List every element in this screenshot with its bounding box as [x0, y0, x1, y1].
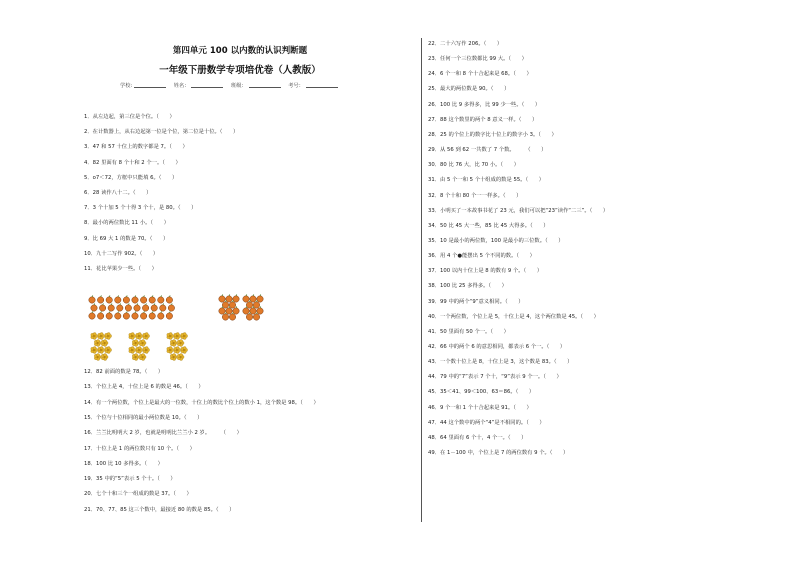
apple-icon: [250, 294, 256, 302]
question-item: 14．有一个两位数，个位上是最大的一位数，十位上的数比个位上的数小 1，这个数是 98。（ ）: [84, 399, 319, 406]
apple-icon: [219, 294, 225, 302]
column-divider: [421, 38, 422, 522]
flower-icon: [132, 353, 139, 360]
question-item: 13．个位上是 4，十位上是 6 的数是 46。（ ）: [84, 384, 204, 391]
flower-icon: [139, 339, 146, 346]
apple-icon: [97, 311, 103, 319]
question-item: 9．比 69 大 1 的数是 70。（ ）: [84, 235, 169, 242]
apple-icon: [243, 294, 249, 302]
question-item: 15．个位与十位相同的最小两位数是 10。（ ）: [84, 414, 203, 421]
question-item: 23．任何一个三位数都比 99 大。（ ）: [428, 56, 527, 63]
flower-icon: [98, 332, 105, 339]
flower-icon: [181, 332, 188, 339]
question-item: 33．小明买了一本故事书花了 23 元，我们可以把“23”读作“二三”。（ ）: [428, 207, 609, 214]
question-item: 2．在计数器上，从右边起第一位是个位，第二位是十位。（ ）: [84, 129, 239, 136]
question-item: 10．九十二写作 902。（ ）: [84, 250, 159, 257]
flower-icon: [139, 353, 146, 360]
question-item: 32．8 个十和 80 个一一样多。（ ）: [428, 192, 522, 199]
question-item: 20．七个十和三个一组成的数是 37。（ ）: [84, 491, 192, 498]
question-item: 1．从左边起，第三位是个位。（ ）: [84, 114, 175, 120]
apple-icon: [158, 295, 164, 303]
question-item: 47．44 这个数中的两个“4”是不相同的。（ ）: [428, 419, 545, 426]
question-item: 41．50 里面有 50 个一。（ ）: [428, 328, 509, 335]
question-item: 37．100 以内十位上是 8 的数有 9 个。（ ）: [428, 268, 543, 275]
apple-icon: [123, 295, 129, 303]
question-item: 44．79 中的“7”表示 7 个十，“9”表示 9 个一。（ ）: [428, 374, 562, 381]
question-item: 26．100 比 9 多得多，比 99 少一些。（ ）: [428, 101, 541, 108]
flower-icon: [170, 339, 177, 346]
apple-icon: [125, 303, 131, 311]
question-item: 31．由 5 个一和 5 个十组成的数是 55。（ ）: [428, 177, 545, 184]
fruit-flower-figure: [88, 294, 268, 366]
flower-icon: [132, 339, 139, 346]
question-item: 48．64 里面有 6 个十，4 个一。（ ）: [428, 434, 527, 441]
flower-icon: [174, 346, 181, 353]
flower-icon: [91, 346, 98, 353]
question-item: 18．100 比 10 多得多。（ ）: [84, 460, 163, 467]
question-item: 12．82 前面的数是 78。（ ）: [84, 369, 164, 375]
question-item: 35．10 是最小的两位数，100 是最小的三位数。（ ）: [428, 237, 564, 244]
apple-icon: [226, 294, 232, 302]
flower-icon: [105, 346, 112, 353]
flower-icon: [177, 353, 184, 360]
apple-icon: [257, 294, 263, 302]
flower-icon: [167, 346, 174, 353]
question-item: 21．70、77、85 这三个数中，最接近 80 的数是 85。（ ）: [84, 506, 235, 513]
flower-icon: [101, 353, 108, 360]
school-blank[interactable]: [134, 82, 166, 88]
apple-icon: [106, 295, 112, 303]
flower-icon: [98, 346, 105, 353]
question-item: 34．50 比 45 大一些，85 比 45 大得多。（ ）: [428, 222, 549, 229]
exam-number-label: 考号：: [288, 83, 304, 89]
name-label: 姓名：: [173, 83, 190, 89]
question-item: 22．二十六写作 206。（ ）: [428, 41, 503, 47]
apple-icon: [89, 295, 95, 303]
apple-icon: [89, 311, 95, 319]
question-item: 43．一个数十位上是 8，十位上是 3，这个数是 83。（ ）: [428, 359, 573, 366]
question-item: 6．28 读作八十二。（ ）: [84, 190, 152, 196]
apple-icon: [149, 311, 155, 319]
question-item: 27．88 这个数里的两个 8 意义一样。（ ）: [428, 116, 538, 123]
apple-icon: [149, 295, 155, 303]
apple-icon: [108, 303, 114, 311]
flower-icon: [136, 332, 143, 339]
question-item: 46．9 个一和 1 个十合起来是 91。（ ）: [428, 404, 532, 411]
flower-icon: [101, 339, 108, 346]
question-item: 3．47 和 57 十位上的数字都是 7。（ ）: [84, 144, 188, 151]
question-item: 36．用 4 个●能摆出 5 个不同的数。（ ）: [428, 253, 535, 260]
question-item: 19．35 中的“5”表示 5 个十。（ ）: [84, 476, 176, 483]
flower-icon: [94, 353, 101, 360]
apple-icon: [140, 295, 146, 303]
flower-icon: [181, 346, 188, 353]
question-item: 29．从 56 到 62 一共数了 7 个数。 （ ）: [428, 147, 547, 154]
apple-icon: [115, 311, 121, 319]
apple-icon: [97, 295, 103, 303]
flower-icon: [170, 353, 177, 360]
question-item: 4．82 里面有 8 个十和 2 个一。（ ）: [84, 159, 181, 166]
apple-icon: [123, 311, 129, 319]
apple-icon: [134, 303, 140, 311]
apple-icon: [168, 303, 174, 311]
flower-icon: [143, 332, 150, 339]
student-info-fields: [120, 82, 340, 89]
flower-icon: [94, 339, 101, 346]
apple-icon: [166, 311, 172, 319]
question-item: 24．6 个一和 8 个十合起来是 68。（ ）: [428, 71, 532, 78]
name-blank[interactable]: [191, 82, 223, 88]
question-item: 8．最小的两位数比 11 小。（ ）: [84, 220, 169, 227]
apple-icon: [115, 295, 121, 303]
flower-icon: [174, 332, 181, 339]
apple-icon: [233, 294, 239, 302]
question-item: 38．100 比 25 多得多。（ ）: [428, 283, 507, 290]
question-item: 28．25 的个位上的数字比十位上的数字小 3。（ ）: [428, 131, 557, 138]
apple-icon: [106, 311, 112, 319]
flower-icon: [129, 332, 136, 339]
question-item: 30．80 比 76 大，比 70 小。（ ）: [428, 162, 519, 169]
school-label: 学校:: [120, 83, 133, 89]
apples-and-flowers-illustration: [88, 294, 268, 366]
question-item: 42．66 中的两个 6 的意思相同，都表示 6 个一。（ ）: [428, 344, 566, 350]
apple-icon: [99, 303, 105, 311]
flower-icon: [136, 346, 143, 353]
apple-icon: [91, 303, 97, 311]
question-item: 45．35＜41、99＜100、63＝86。（ ）: [428, 389, 535, 396]
apple-icon: [142, 303, 148, 311]
question-item: 5．o7＜72，方框中只能填 6。（ ）: [84, 174, 178, 181]
question-item: 40．一个两位数，个位上是 5，十位上是 4，这个两位数是 45。（ ）: [428, 313, 599, 320]
apple-icon: [132, 295, 138, 303]
question-item: 11．花比苹果少一些。（ ）: [84, 266, 157, 272]
apple-icon: [117, 303, 123, 311]
apple-icon: [160, 303, 166, 311]
flower-icon: [167, 332, 174, 339]
apple-icon: [151, 303, 157, 311]
question-item: 49．在 1－100 中，个位上是 7 的两位数有 9 个。（ ）: [428, 450, 569, 457]
apple-icon: [140, 311, 146, 319]
worksheet-title: 第四单元 100 以内数的认识判断题: [172, 46, 308, 56]
class-label: 班级：: [231, 83, 247, 89]
flower-icon: [91, 332, 98, 339]
question-item: 39．99 中的两个“9”意义相同。（ ）: [428, 298, 524, 305]
exam-number-blank[interactable]: [306, 82, 338, 88]
question-item: 25．最大的两位数是 90。（ ）: [428, 86, 510, 93]
flower-icon: [143, 346, 150, 353]
flower-icon: [129, 346, 136, 353]
question-item: 16．兰兰比明明大 2 岁，也就是明明比兰兰小 2 岁。 （ ）: [84, 430, 242, 437]
class-blank[interactable]: [249, 82, 281, 88]
apple-icon: [132, 311, 138, 319]
worksheet-subtitle: 一年级下册数学专项培优卷（人教版）: [159, 65, 321, 76]
flower-icon: [105, 332, 112, 339]
question-item: 7．3 个十加 5 个十得 3 个十，是 80。（ ）: [84, 205, 197, 212]
apple-icon: [166, 295, 172, 303]
apple-icon: [158, 311, 164, 319]
question-item: 17．十位上是 1 的两位数只有 10 个。（ ）: [84, 445, 195, 452]
flower-icon: [177, 339, 184, 346]
